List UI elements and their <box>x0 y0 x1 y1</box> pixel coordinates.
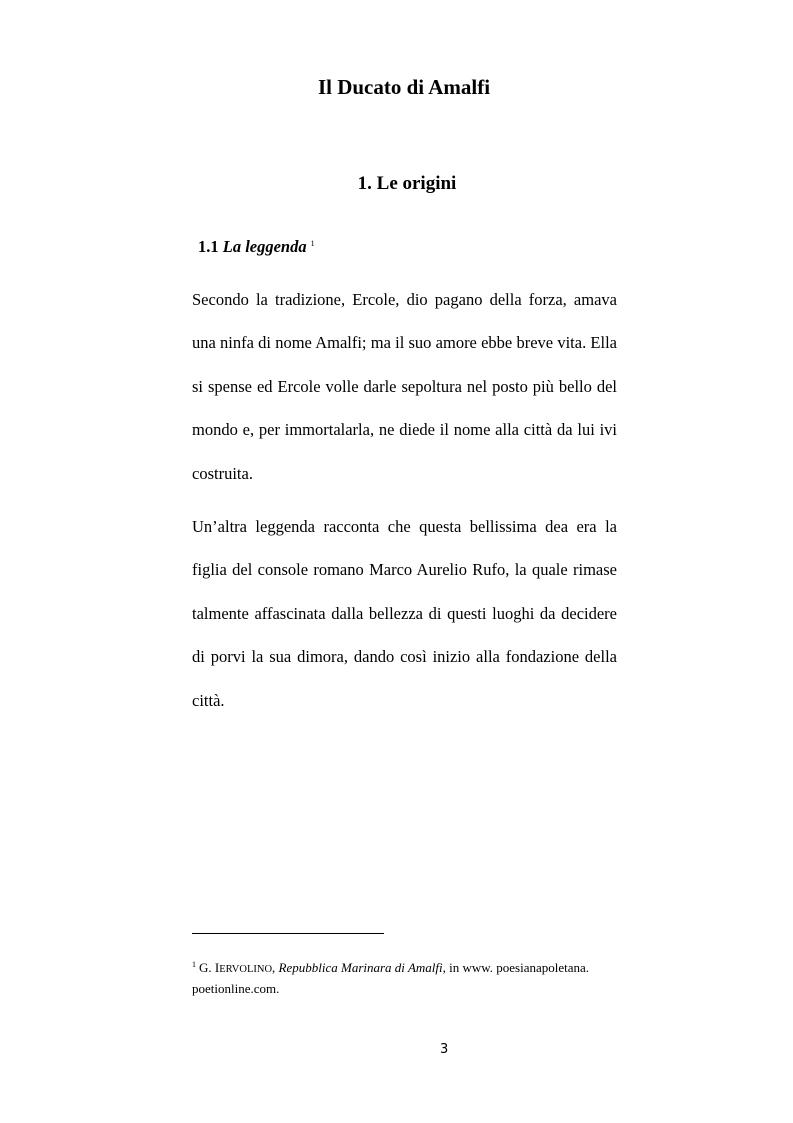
section-heading <box>198 232 315 259</box>
section-title: La leggenda <box>222 237 307 256</box>
footnote-separator-text: , <box>272 960 279 975</box>
footnote-source: , in www. poesianapoletana. poetionline.com. <box>192 960 590 996</box>
footnote <box>192 955 622 998</box>
document-title: Il Ducato di Amalfi <box>317 75 491 99</box>
footnote-author-rest: ERVOLINO <box>219 964 273 975</box>
page-number: 3 <box>440 1042 449 1057</box>
chapter-heading: 1. Le origini <box>357 173 457 194</box>
section-number: 1.1 <box>198 237 219 256</box>
footnote-reference: 1 <box>310 239 315 248</box>
footnote-author-initial: G. I <box>199 960 220 975</box>
body-paragraph: Un’altra leggenda racconta che questa bellissima dea era la figlia del console romano Marco Aurelio Rufo, la quale rimase talmente affascinata dalla bellezza di questi luoghi da decidere di porvi la sua dimora, dando così inizio alla fondazione della città. <box>192 517 617 710</box>
body-paragraph: Secondo la tradizione, Ercole, dio pagano della forza, amava una ninfa di nome Amalfi; ma il suo amore ebbe breve vita. Ella si spense ed Ercole volle darle sepoltura nel posto più bello del mondo e, per immortalarla, ne diede il nome alla città da lui ivi costruita. <box>192 290 617 483</box>
footnote-work-title: Repubblica Marinara di Amalfi <box>278 960 443 975</box>
footnote-marker: 1 <box>192 960 196 969</box>
footnote-separator <box>192 933 384 934</box>
